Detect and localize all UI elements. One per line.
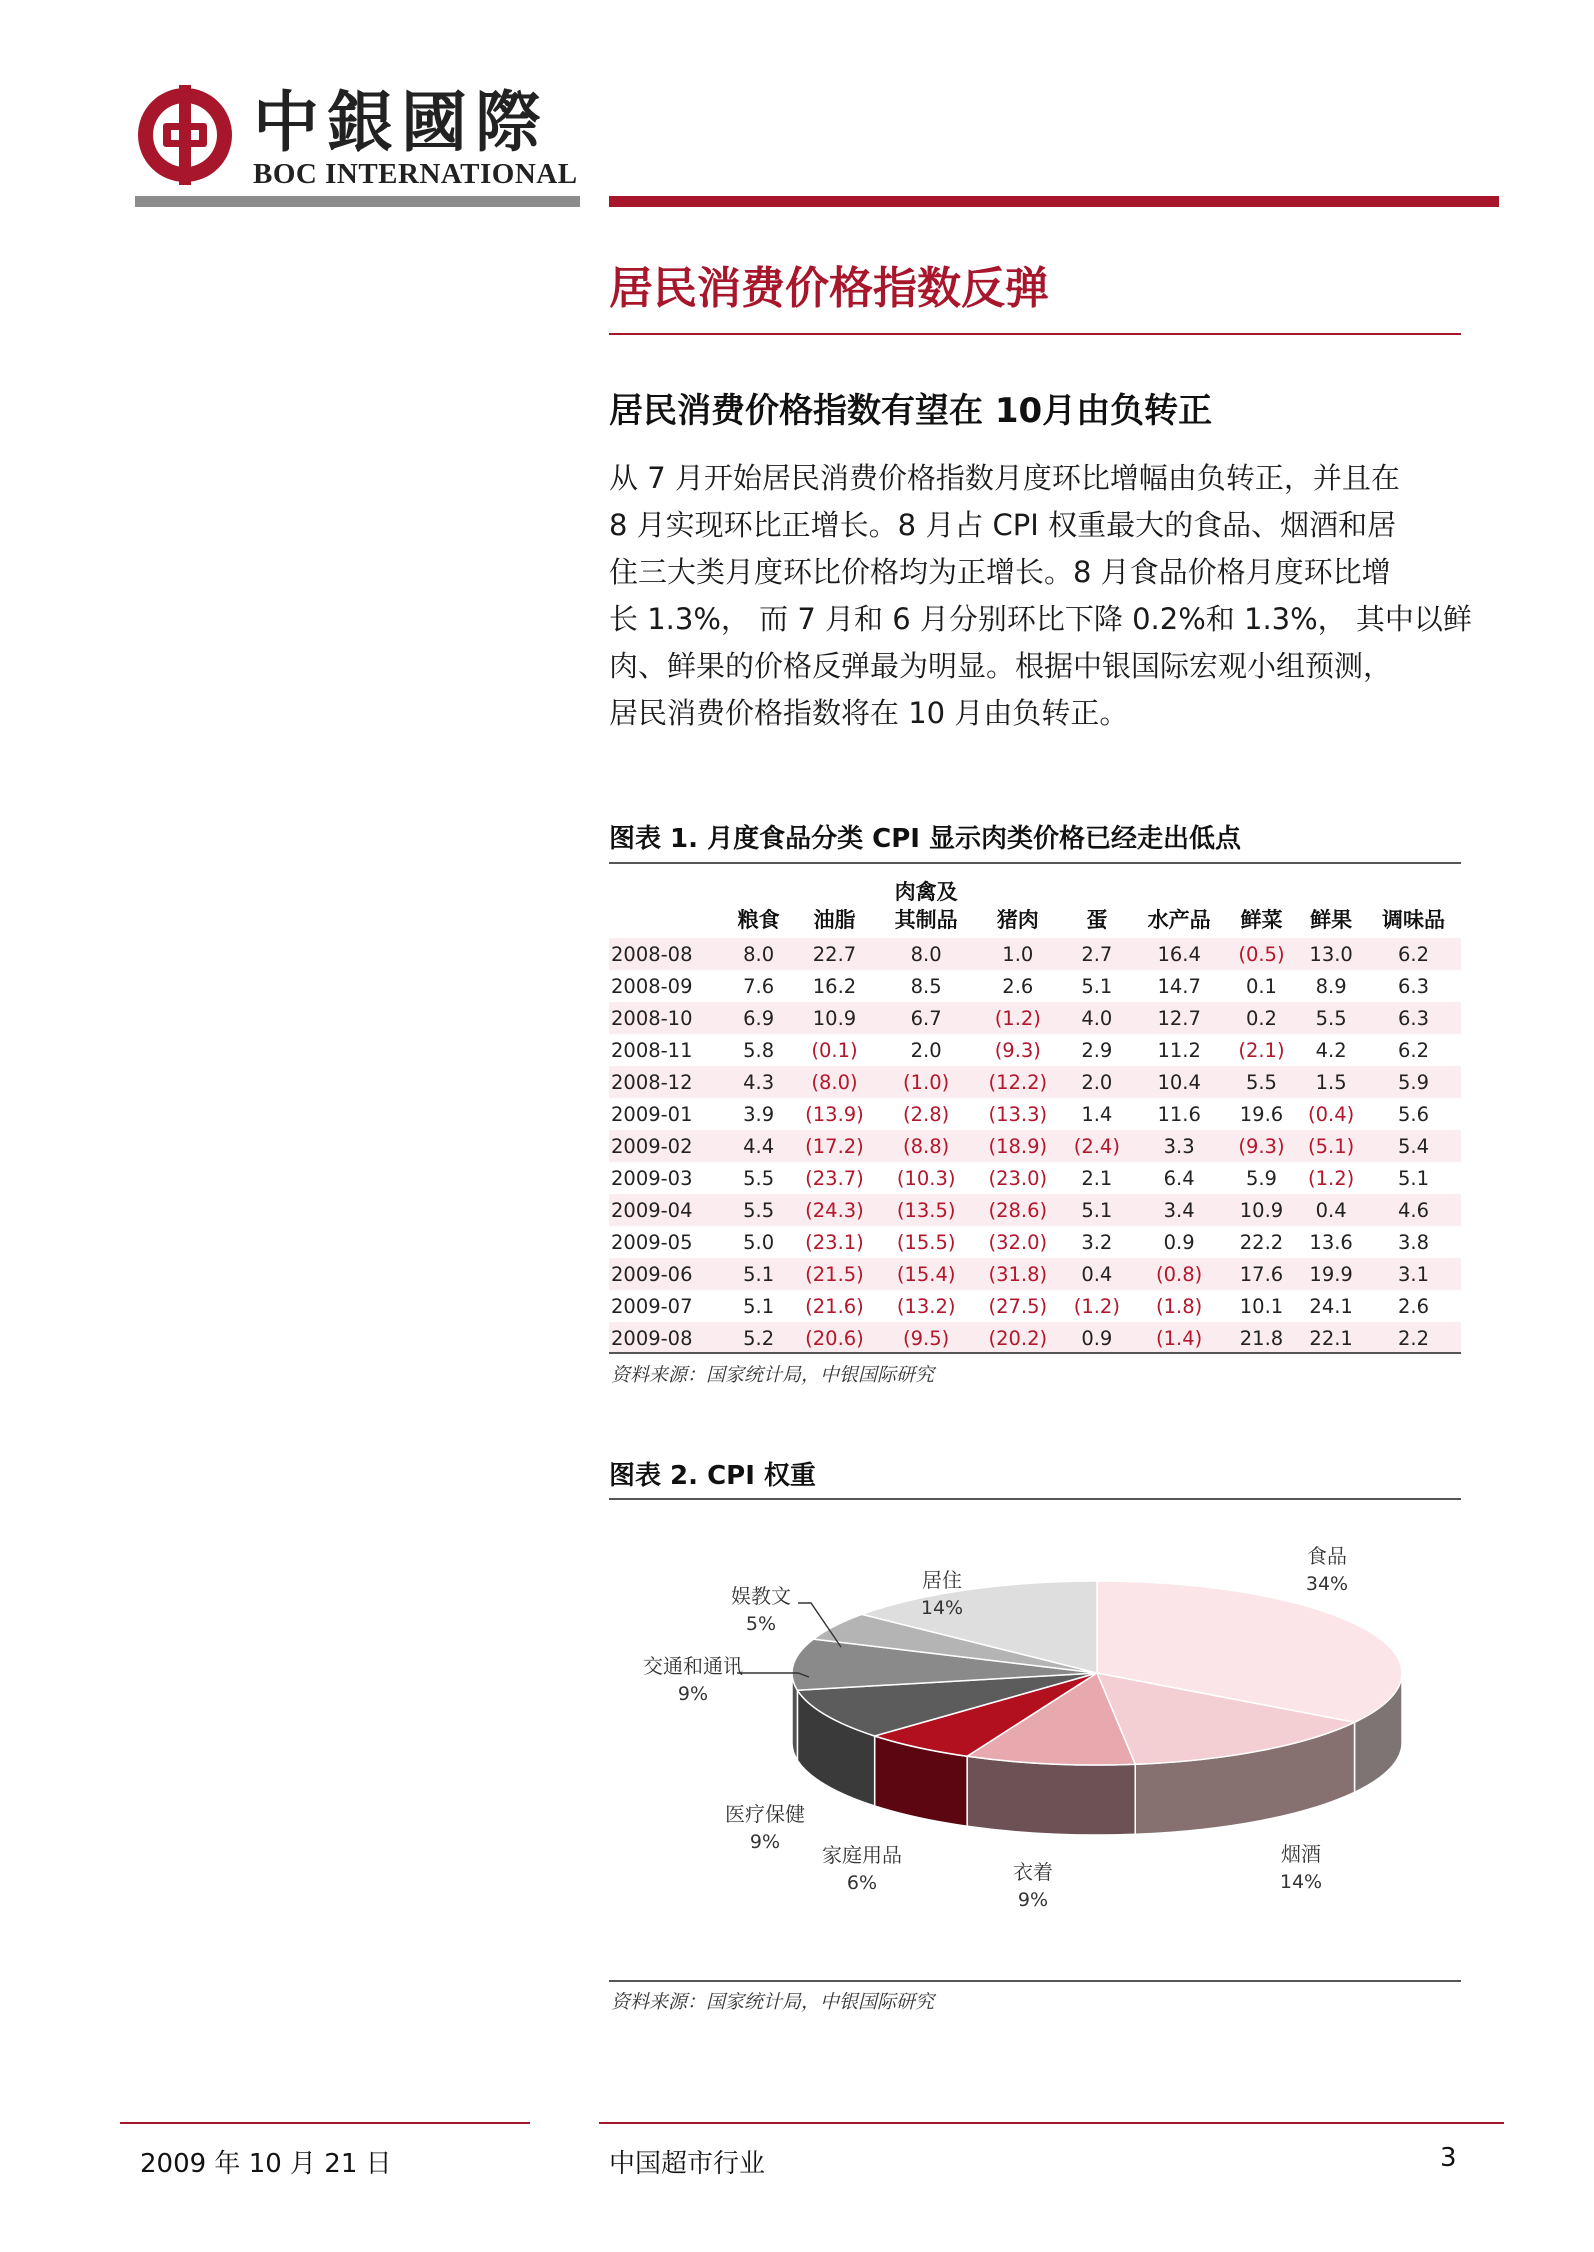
table-cell: 19.9 <box>1296 1258 1366 1290</box>
table-cell: 5.1 <box>743 1294 775 1318</box>
table-cell: 4.2 <box>1315 1038 1347 1062</box>
table-row <box>609 1194 1461 1226</box>
row-date: 2009-01 <box>611 1102 693 1126</box>
table-cell: 10.9 <box>1227 1194 1297 1226</box>
table-cell: 5.0 <box>743 1230 775 1254</box>
table-cell: (32.0) <box>988 1230 1048 1254</box>
table-cell: 5.1 <box>1081 974 1113 998</box>
table-cell: (20.2) <box>974 1322 1062 1354</box>
table-cell: 8.0 <box>727 938 790 970</box>
table-cell: 1.4 <box>1081 1102 1113 1126</box>
table-cell: (24.3) <box>790 1194 878 1226</box>
table-cell: (15.5) <box>896 1230 956 1254</box>
table-row <box>609 1162 1461 1194</box>
table-cell: 2.0 <box>910 1038 942 1062</box>
pie-slice-percent: 14% <box>1279 1871 1323 1893</box>
table-cell: 4.0 <box>1062 1002 1132 1034</box>
pie-slice-percent: 6% <box>846 1872 878 1894</box>
table-cell: 17.6 <box>1227 1258 1297 1290</box>
table-cell: 5.9 <box>1245 1166 1277 1190</box>
row-date: 2009-04 <box>609 1194 727 1226</box>
table-cell: (2.1) <box>1238 1038 1285 1062</box>
table-cell: 12.7 <box>1132 1002 1227 1034</box>
table-cell: 5.1 <box>727 1258 790 1290</box>
table-cell: (8.0) <box>790 1066 878 1098</box>
table-cell: 6.2 <box>1397 1038 1429 1062</box>
table-cell: (20.6) <box>790 1322 878 1354</box>
table-header-corner <box>609 870 727 938</box>
table-cell: 24.1 <box>1309 1294 1353 1318</box>
table-cell: 16.2 <box>812 974 857 998</box>
row-date: 2008-12 <box>609 1066 727 1098</box>
table-cell: 8.9 <box>1315 974 1347 998</box>
paragraph-line: 8 月实现环比正增长。8 月占 CPI 权重最大的食品、烟酒和居 <box>609 508 1397 542</box>
table-cell: 10.9 <box>790 1002 878 1034</box>
table-cell: (10.3) <box>896 1166 956 1190</box>
pie-slice-label: 交通和通讯 <box>643 1654 743 1678</box>
pie-slice-label: 家庭用品 <box>822 1843 902 1867</box>
table-cell: 5.5 <box>743 1166 775 1190</box>
cpi-weight-pie-chart <box>609 1501 1461 1981</box>
table-cell: 22.1 <box>1296 1322 1366 1354</box>
table-row <box>609 1226 1461 1258</box>
table-cell: 14.7 <box>1157 974 1201 998</box>
table-cell: 3.1 <box>1366 1258 1461 1290</box>
row-date: 2008-09 <box>611 974 693 998</box>
row-date: 2009-06 <box>609 1258 727 1290</box>
table-cell: 4.3 <box>727 1066 790 1098</box>
table-row <box>609 938 1461 970</box>
table-cell: 5.5 <box>727 1194 790 1226</box>
figure2-bottom-rule <box>609 1980 1461 1982</box>
table-cell: 13.6 <box>1309 1230 1353 1254</box>
table-cell: 5.8 <box>743 1038 775 1062</box>
table-cell: 5.1 <box>1062 1194 1132 1226</box>
table-body <box>609 938 1461 1354</box>
page-title: 居民消费价格指数反弹 <box>609 263 1049 314</box>
table-cell: (23.1) <box>805 1230 864 1254</box>
table-cell: (1.2) <box>1308 1166 1355 1190</box>
table-cell: 0.1 <box>1245 974 1277 998</box>
table-cell: (13.2) <box>896 1294 956 1318</box>
row-date: 2009-02 <box>609 1130 727 1162</box>
pie-slice-percent: 9% <box>677 1683 709 1705</box>
table-cell: (1.8) <box>1156 1294 1203 1318</box>
column-header: 粮食 <box>737 908 780 932</box>
pie-slice-percent: 5% <box>745 1613 777 1635</box>
table-cell: 2.0 <box>1062 1066 1132 1098</box>
paragraph-line: 从 7 月开始居民消费价格指数月度环比增幅由负转正，并且在 <box>609 461 1400 495</box>
table-cell: 21.8 <box>1227 1322 1297 1354</box>
table-cell: (21.6) <box>805 1294 864 1318</box>
table-cell: (15.4) <box>879 1258 974 1290</box>
table-cell: 5.9 <box>1366 1066 1461 1098</box>
boc-logo <box>135 82 578 192</box>
table-cell: 1.0 <box>974 938 1062 970</box>
pie-side-2 <box>967 1756 1135 1835</box>
row-date: 2009-07 <box>611 1294 693 1318</box>
table-cell: (23.7) <box>805 1166 864 1190</box>
table-cell: 6.2 <box>1366 938 1461 970</box>
table-cell: (0.1) <box>811 1038 858 1062</box>
table-cell: (0.8) <box>1132 1258 1227 1290</box>
table-cell: 8.5 <box>910 974 942 998</box>
row-date: 2009-08 <box>609 1322 727 1354</box>
column-header: 水产品 <box>1147 908 1211 932</box>
footer-report-title: 中国超市行业 <box>609 2149 766 2179</box>
body-paragraph <box>609 455 1472 737</box>
table-cell: (9.3) <box>1227 1130 1297 1162</box>
figure1-top-rule <box>609 862 1461 864</box>
table-cell: 3.2 <box>1081 1230 1113 1254</box>
pie-slice-percent: 14% <box>920 1597 964 1619</box>
pie-slice-percent: 34% <box>1305 1573 1349 1595</box>
table-cell: 19.6 <box>1239 1102 1284 1126</box>
table-cell: 0.9 <box>1163 1230 1195 1254</box>
header-bar-red <box>609 196 1499 207</box>
table-cell: 5.5 <box>1296 1002 1366 1034</box>
food-cpi-table <box>609 870 1461 1354</box>
table-row <box>609 970 1461 1002</box>
table-cell: 22.7 <box>790 938 878 970</box>
paragraph-line: 居民消费价格指数将在 10 月由负转正。 <box>609 696 1129 730</box>
table-cell: (28.6) <box>974 1194 1062 1226</box>
boc-logo-icon <box>135 85 235 185</box>
table-cell: 3.4 <box>1132 1194 1227 1226</box>
table-cell: 6.4 <box>1163 1166 1195 1190</box>
table-cell: 6.3 <box>1366 1002 1461 1034</box>
table-cell: 16.4 <box>1132 938 1227 970</box>
table-cell: 1.5 <box>1296 1066 1366 1098</box>
table-cell: 11.2 <box>1157 1038 1201 1062</box>
table-header-row <box>609 870 1461 938</box>
table-cell: 5.2 <box>727 1322 790 1354</box>
footer-rule-right <box>599 2122 1504 2124</box>
table-cell: (27.5) <box>988 1294 1048 1318</box>
table-cell: 2.6 <box>1397 1294 1429 1318</box>
pie-slice-label: 烟酒 <box>1281 1842 1321 1866</box>
table-cell: 10.1 <box>1239 1294 1284 1318</box>
table-row <box>609 1002 1461 1034</box>
pie-slice-label: 衣着 <box>1013 1860 1053 1884</box>
table-cell: 0.9 <box>1062 1322 1132 1354</box>
table-cell: (1.2) <box>1073 1294 1120 1318</box>
table-cell: 5.1 <box>1397 1166 1429 1190</box>
table-cell: (13.5) <box>879 1194 974 1226</box>
pie-top-faces <box>792 1581 1402 1765</box>
table-cell: (1.2) <box>974 1002 1062 1034</box>
column-header: 肉禽及 其制品 <box>894 880 958 932</box>
table-row <box>609 1130 1461 1162</box>
table-cell: (1.0) <box>879 1066 974 1098</box>
table-row <box>609 1066 1461 1098</box>
footer-rule-left <box>120 2122 530 2124</box>
table-cell: 5.6 <box>1397 1102 1429 1126</box>
table-cell: 6.3 <box>1397 974 1429 998</box>
table-cell: 13.0 <box>1296 938 1366 970</box>
table-row <box>609 1290 1461 1322</box>
pie-slice-label: 医疗保健 <box>725 1802 805 1826</box>
table-row <box>609 1258 1461 1290</box>
title-divider <box>609 333 1461 335</box>
column-header: 调味品 <box>1381 908 1445 932</box>
pie-slice-label: 居住 <box>922 1568 962 1592</box>
table-cell: (9.3) <box>994 1038 1041 1062</box>
paragraph-line: 长 1.3%， 而 7 月和 6 月分别环比下降 0.2%和 1.3%， 其中以鲜 <box>609 602 1472 636</box>
pie-slice-label: 娱教文 <box>731 1584 791 1608</box>
row-date: 2009-03 <box>611 1166 693 1190</box>
figure2-top-rule <box>609 1498 1461 1500</box>
table-cell: (0.5) <box>1227 938 1297 970</box>
pie-slice-percent: 9% <box>749 1831 781 1853</box>
figure2-source: 资料来源：国家统计局，中银国际研究 <box>611 1991 935 2013</box>
paragraph-line: 住三大类月度环比价格均为正增长。8 月食品价格月度环比增 <box>609 555 1391 589</box>
table-cell: 3.3 <box>1132 1130 1227 1162</box>
page-number: 3 <box>1440 2143 1457 2173</box>
table-row <box>609 1034 1461 1066</box>
table-cell: (12.2) <box>974 1066 1062 1098</box>
table-cell: 4.6 <box>1366 1194 1461 1226</box>
table-cell: 6.7 <box>879 1002 974 1034</box>
section-subtitle: 居民消费价格指数有望在 10月由负转正 <box>609 391 1213 431</box>
logo-chinese-name: 中銀國際 <box>253 83 549 161</box>
table-cell: 2.7 <box>1062 938 1132 970</box>
table-row <box>609 1098 1461 1130</box>
table-cell: (13.3) <box>988 1102 1048 1126</box>
table-cell: (8.8) <box>879 1130 974 1162</box>
table-cell: 2.1 <box>1081 1166 1113 1190</box>
logo-english-name: BOC INTERNATIONAL <box>253 158 578 190</box>
pie-slice-percent: 9% <box>1017 1889 1049 1911</box>
table-cell: 2.6 <box>1002 974 1034 998</box>
table-cell: (13.9) <box>805 1102 864 1126</box>
figure2-title: 图表 2. CPI 权重 <box>609 1461 816 1491</box>
table-cell: 10.4 <box>1132 1066 1227 1098</box>
figure1-title: 图表 1. 月度食品分类 CPI 显示肉类价格已经走出低点 <box>609 824 1241 854</box>
table-cell: 2.2 <box>1366 1322 1461 1354</box>
table-cell: 8.0 <box>879 938 974 970</box>
table-cell: 0.4 <box>1296 1194 1366 1226</box>
row-date: 2008-10 <box>609 1002 727 1034</box>
table-cell: (31.8) <box>974 1258 1062 1290</box>
table-cell: (5.1) <box>1296 1130 1366 1162</box>
table-cell: (1.4) <box>1132 1322 1227 1354</box>
table-cell: 2.9 <box>1081 1038 1113 1062</box>
table-cell: (9.5) <box>879 1322 974 1354</box>
footer-date: 2009 年 10 月 21 日 <box>140 2149 392 2179</box>
table-cell: 5.5 <box>1227 1066 1297 1098</box>
column-header: 油脂 <box>813 908 856 932</box>
figure1-source: 资料来源：国家统计局，中银国际研究 <box>611 1364 935 1386</box>
table-cell: (23.0) <box>988 1166 1048 1190</box>
row-date: 2008-11 <box>611 1038 693 1062</box>
figure1-bottom-rule <box>609 1352 1461 1354</box>
column-header: 猪肉 <box>996 908 1039 932</box>
paragraph-line: 肉、鲜果的价格反弹最为明显。根据中银国际宏观小组预测， <box>609 649 1393 683</box>
row-date: 2008-08 <box>609 938 727 970</box>
column-header: 鲜菜 <box>1240 908 1283 932</box>
table-cell: (2.8) <box>903 1102 950 1126</box>
column-header: 鲜果 <box>1310 908 1353 932</box>
table-cell: 11.6 <box>1157 1102 1201 1126</box>
column-header: 蛋 <box>1086 908 1108 932</box>
header-bar-grey <box>135 196 580 207</box>
table-row <box>609 1322 1461 1354</box>
pie-slice-label: 食品 <box>1307 1544 1347 1568</box>
table-cell: 0.4 <box>1062 1258 1132 1290</box>
table-cell: (18.9) <box>974 1130 1062 1162</box>
table-cell: 7.6 <box>743 974 775 998</box>
table-cell: (0.4) <box>1308 1102 1355 1126</box>
table-cell: 3.8 <box>1397 1230 1429 1254</box>
table-cell: 6.9 <box>727 1002 790 1034</box>
table-cell: 5.4 <box>1366 1130 1461 1162</box>
table-cell: (17.2) <box>790 1130 878 1162</box>
table-cell: 4.4 <box>727 1130 790 1162</box>
table-cell: 3.9 <box>743 1102 775 1126</box>
table-cell: 22.2 <box>1239 1230 1284 1254</box>
row-date: 2009-05 <box>611 1230 693 1254</box>
table-cell: 0.2 <box>1227 1002 1297 1034</box>
table-cell: (2.4) <box>1062 1130 1132 1162</box>
table-cell: (21.5) <box>790 1258 878 1290</box>
